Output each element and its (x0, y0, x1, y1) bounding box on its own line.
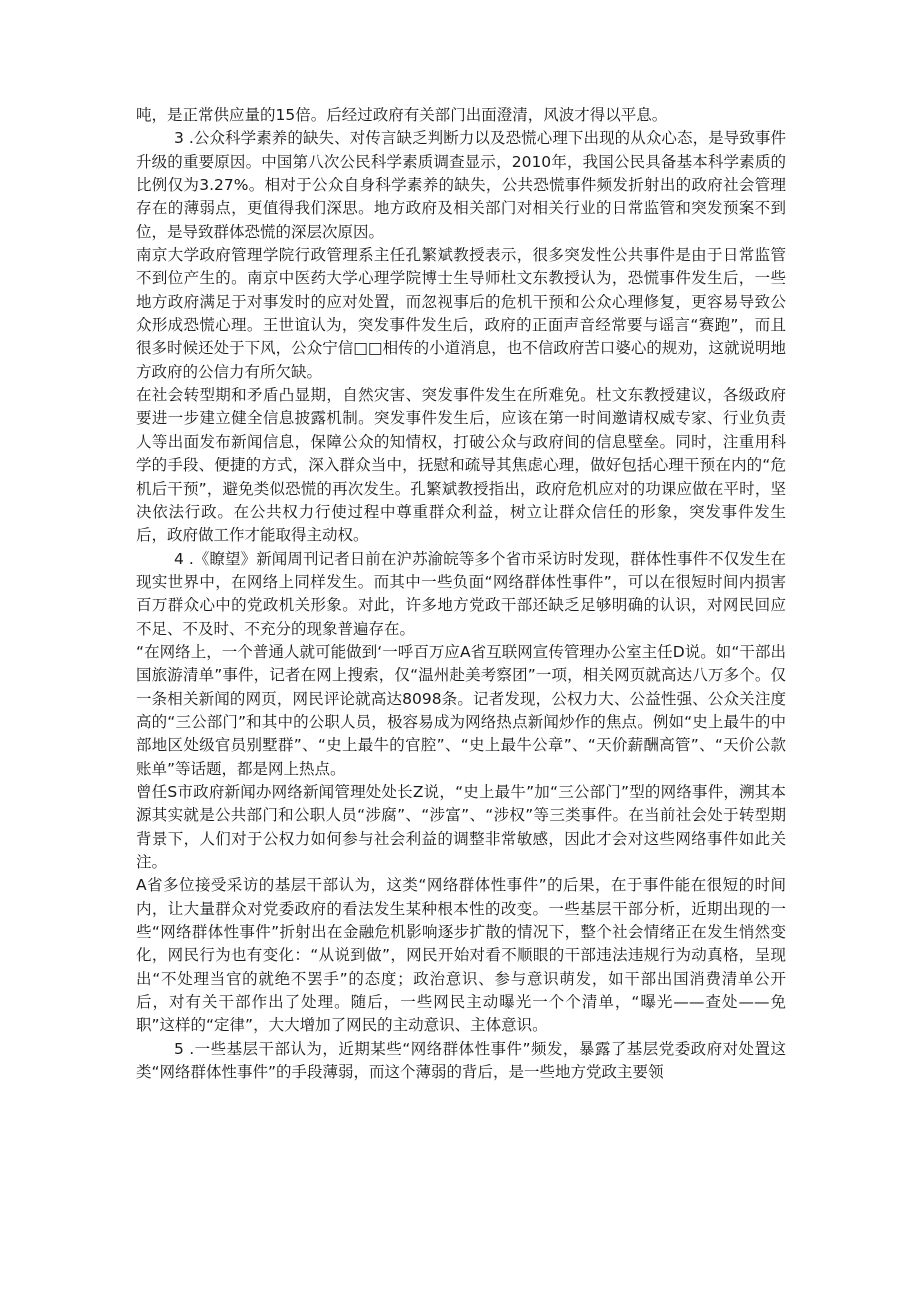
paragraph-online-quote: “在网络上，一个普通人就可能做到‘一呼百万应A省互联网宣传管理办公室主任D说。如“干部出国旅游清单”事件，记者在网上搜索，仅“温州赴美考察团”一项，相关网页就高达八万多个。仅一条相关新闻的网页，网民评论就高达8098条。记者发现，公权力大、公益性强、公众关注度高的“三公部门”和其中的公职人员，极容易成为网络热点新闻炒作的焦点。例如“史上最牛的中部地区处级官员别墅群”、“史上最牛的官腔”、“史上最牛公章”、“天价薪酬高管”、“天价公款账单”等话题，都是网上热点。 (136, 642, 786, 778)
paragraph-transition-period: 在社会转型期和矛盾凸显期，自然灾害、突发事件发生在所难免。杜文东教授建议，各级政府要进一步建立健全信息披露机制。突发事件发生后，应该在第一时间邀请权威专家、行业负责人等出面发布新闻信息，保障公众的知情权，打破公众与政府间的信息壁垒。同时，注重用科学的手段、便捷的方式，深入群众当中，抚慰和疏导其焦虑心理，做好包括心理干预在内的“危机后干预”，避免类似恐慌的再次发生。孔繁斌教授指出，政府危机应对的功课应做在平时，坚决依法行政。在公共权力行使过程中尊重群众利益，树立让群众信任的形象，突发事件发生后，政府做工作才能取得主动权。 (136, 386, 786, 545)
paragraph-s-city-official: 曾任S市政府新闻办网络新闻管理处处长Z说，“史上最牛”加“三公部门”型的网络事件，溯其本源其实就是公共部门和公职人员“涉腐”、“涉富”、“涉权”等三类事件。在当前社会处于转型期背景下，人们对于公权力如何参与社会利益的调整非常敏感，因此才会对这些网络事件如此关注。 (136, 782, 786, 871)
paragraph-point-4: 4 .《瞭望》新闻周刊记者日前在沪苏渝皖等多个省市采访时发现，群体性事件不仅发生在现实世界中，在网络上同样发生。而其中一些负面“网络群体性事件”，可以在很短时间内损害百万群众心中的党政机关形象。对此，许多地方党政干部还缺乏足够明确的认识，对网民回应不足、不及时、不充分的现象普遍存在。 (136, 549, 786, 638)
document-body (136, 104, 786, 1084)
paragraph-point-5: 5 .一些基层干部认为，近期某些“网络群体性事件”频发，暴露了基层党委政府对处置这类“网络群体性事件”的手段薄弱，而这个薄弱的背后，是一些地方党政主要领 (136, 1039, 786, 1082)
paragraph-point-3: 3 .公众科学素养的缺失、对传言缺乏判断力以及恐慌心理下出现的从众心态，是导致事件升级的重要原因。中国第八次公民科学素质调查显示，2010年，我国公民具备基本科学素质的比例仅为3.27%。相对于公众自身科学素养的缺失，公共恐慌事件频发折射出的政府社会管理存在的薄弱点，更值得我们深思。地方政府及相关部门对相关行业的日常监管和突发预案不到位，是导致群体恐慌的深层次原因。 (136, 129, 786, 241)
paragraph-nanjing-experts: 南京大学政府管理学院行政管理系主任孔繁斌教授表示，很多突发性公共事件是由于日常监管不到位产生的。南京中医药大学心理学院博士生导师杜文东教授认为，恐慌事件发生后，一些地方政府满足于对事发时的应对处置，而忽视事后的危机干预和公众心理修复，更容易导致公众形成恐慌心理。王世谊认为，突发事件发生后，政府的正面声音经常要与谣言“赛跑”，而且很多时候还处于下风，公众宁信□□相传的小道消息，也不信政府苦口婆心的规劝，这就说明地方政府的公信力有所欠缺。 (136, 246, 786, 381)
paragraph-a-province-cadres: A省多位接受采访的基层干部认为，这类“网络群体性事件”的后果，在于事件能在很短的时间内，让大量群众对党委政府的看法发生某种根本性的改变。一些基层干部分析，近期出现的一些“网络群体性事件”折射出在金融危机影响逐步扩散的情况下，整个社会情绪正在发生悄然变化，网民行为也有变化：“从说到做”，网民开始对看不顺眼的干部违法违规行为动真格，呈现出“不处理当官的就绝不罢手”的态度；政治意识、参与意识萌发，如干部出国消费清单公开后，对有关干部作出了处理。随后，一些网民主动曝光一个个清单，“曝光——查处——免职”这样的“定律”，大大增加了网民的主动意识、主体意识。 (136, 876, 786, 1035)
paragraph-continuation: 吨，是正常供应量的15倍。后经过政府有关部门出面澄清，风波才得以平息。 (136, 106, 668, 124)
